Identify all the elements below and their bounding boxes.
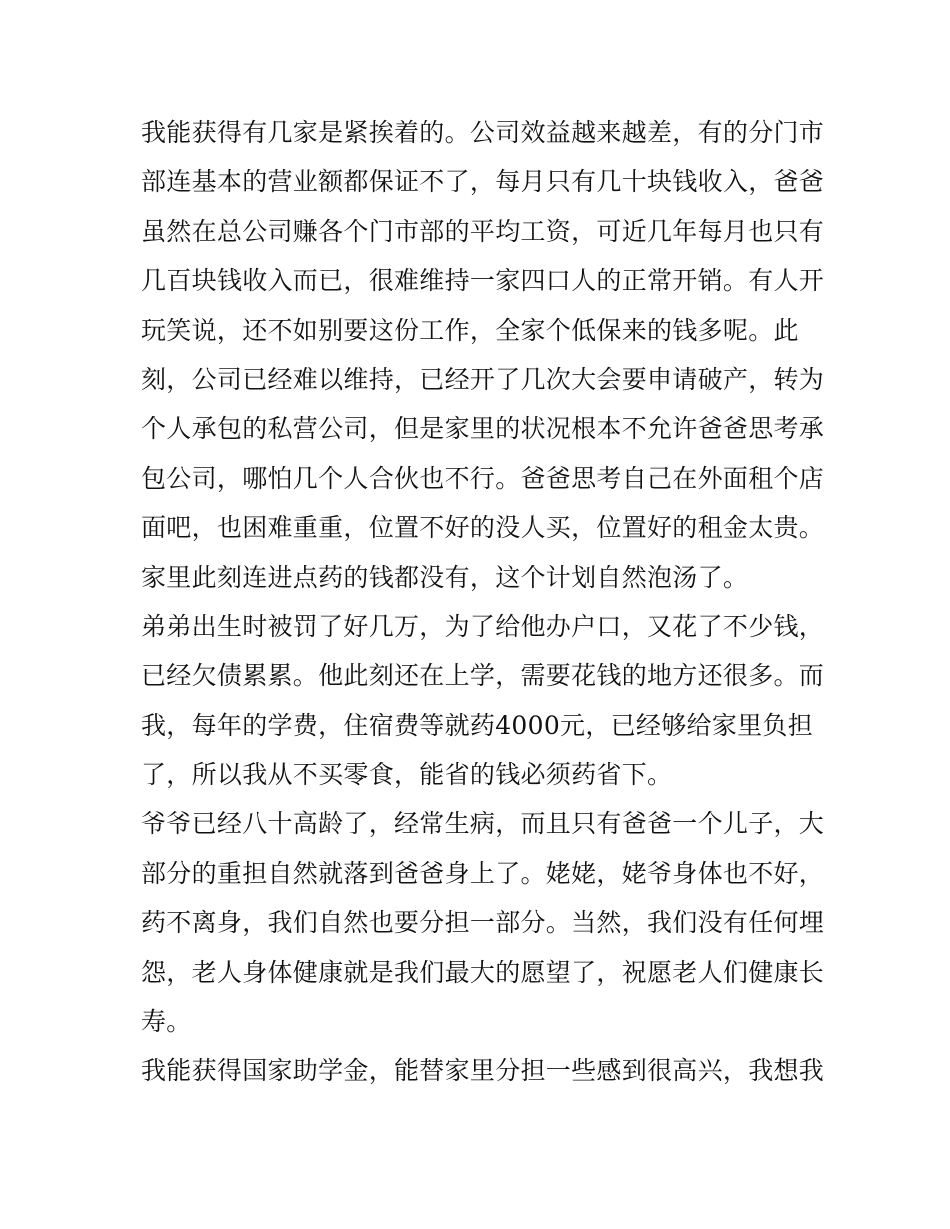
text-line: 几百块钱收入而已，很难维持一家四口人的正常开销。有人开 [141,266,825,296]
text-line: 弟弟出生时被罚了好几万，为了给他办户口，又花了不少钱， [141,611,825,641]
text-line: 爷爷已经八十高龄了，经常生病，而且只有爸爸一个儿子，大 [141,809,825,839]
text-line: 怨，老人身体健康就是我们最大的愿望了，祝愿老人们健康长 [141,957,825,987]
text-line: 部连基本的营业额都保证不了，每月只有几十块钱收入，爸爸 [141,167,825,197]
text-line: 个人承包的私营公司，但是家里的状况根本不允许爸爸思考承 [141,414,825,444]
text-line: 我能获得有几家是紧挨着的。公司效益越来越差，有的分门市 [141,118,825,147]
text-line: 面吧，也困难重重，位置不好的没人买，位置好的租金太贵。 [141,513,825,543]
text-line: 玩笑说，还不如别要这份工作，全家个低保来的钱多呢。此 [141,315,799,345]
text-line: 已经欠债累累。他此刻还在上学，需要花钱的地方还很多。而 [141,661,825,691]
text-line: 我，每年的学费，住宿费等就药4000元，已经够给家里负担 [141,710,814,740]
text-line: 虽然在总公司赚各个门市部的平均工资，可近几年每月也只有 [141,216,825,246]
text-line: 刻，公司已经难以维持，已经开了几次大会要申请破产，转为 [141,364,825,394]
text-line: 包公司，哪怕几个人合伙也不行。爸爸思考自己在外面租个店 [141,463,825,493]
text-line: 我能获得国家助学金，能替家里分担一些感到很高兴，我想我 [141,1056,825,1086]
document-body [141,108,825,1096]
text-line: 部分的重担自然就落到爸爸身上了。姥姥，姥爷身体也不好， [141,858,825,888]
text-line: 药不离身，我们自然也要分担一部分。当然，我们没有任何埋 [141,908,825,938]
text-line: 了，所以我从不买零食，能省的钱必须药省下。 [141,760,673,790]
text-line: 家里此刻连进点药的钱都没有，这个计划自然泡汤了。 [141,562,749,592]
text-line: 寿。 [141,1007,192,1037]
